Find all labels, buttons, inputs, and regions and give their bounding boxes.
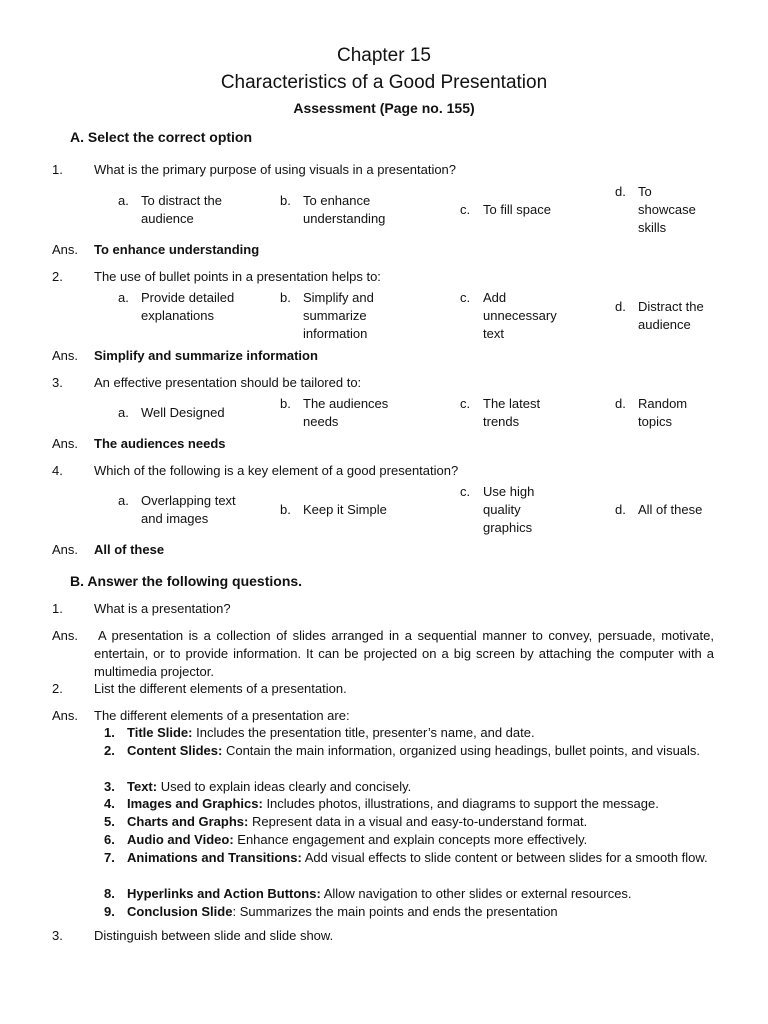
option-text: Use high quality graphics xyxy=(483,484,535,535)
answer-value: To enhance understanding xyxy=(94,242,260,257)
list-term: Hyperlinks and Action Buttons: xyxy=(127,886,321,901)
option-text: To enhance understanding xyxy=(303,193,386,226)
option-letter: d. xyxy=(615,184,626,199)
option-text: Well Designed xyxy=(141,405,225,420)
chapter-title: Characteristics of a Good Presentation xyxy=(220,72,548,93)
option-letter: c. xyxy=(460,290,471,305)
list-desc: Used to explain ideas clearly and concisely. xyxy=(157,779,412,794)
list-desc: Allow navigation to other slides or external resources. xyxy=(320,886,632,901)
answer-label: Ans. xyxy=(52,436,79,451)
list-term: Audio and Video: xyxy=(127,832,234,847)
list-term: Charts and Graphs: xyxy=(127,814,249,829)
option-text: Add unnecessary text xyxy=(483,290,557,341)
question-number: 2. xyxy=(52,269,63,284)
option-letter: a. xyxy=(118,193,129,208)
list-term: Text: xyxy=(127,779,158,794)
option-letter: b. xyxy=(280,396,291,411)
answer-label: Ans. xyxy=(52,628,79,643)
option-text: The latest trends xyxy=(483,396,541,429)
option-letter: a. xyxy=(118,493,129,508)
section-a-heading: A. Select the correct option xyxy=(70,129,253,145)
list-number: 2. xyxy=(104,743,115,758)
option-letter: b. xyxy=(280,290,291,305)
question-text: What is a presentation? xyxy=(94,601,231,616)
answer-label: Ans. xyxy=(52,542,79,557)
question-text: An effective presentation should be tailored to: xyxy=(94,375,362,390)
option-letter: d. xyxy=(615,502,626,517)
option-text: To showcase skills xyxy=(638,184,696,235)
list-term: Conclusion Slide xyxy=(127,904,233,919)
option-text: Simplify and summarize information xyxy=(303,290,374,341)
list-number: 4. xyxy=(104,796,115,811)
answer-paragraph: A presentation is a collection of slides arranged in a sequential manner to convey, persuade, motivate, entertain, or to provide information. It can be projected on a big screen by attaching the computer with a multimedia projector. xyxy=(94,628,714,679)
question-text: Distinguish between slide and slide show. xyxy=(94,928,334,943)
list-term: Animations and Transitions: xyxy=(127,850,302,865)
list-number: 6. xyxy=(104,832,115,847)
answer-label: Ans. xyxy=(52,348,79,363)
option-letter: c. xyxy=(460,202,471,217)
chapter-number: Chapter 15 xyxy=(336,45,431,66)
question-text: The use of bullet points in a presentation helps to: xyxy=(94,269,381,284)
list-term: Title Slide: xyxy=(127,725,193,740)
assessment-title: Assessment (Page no. 155) xyxy=(293,100,475,116)
list-number: 9. xyxy=(104,904,115,919)
list-number: 3. xyxy=(104,779,115,794)
list-term: Images and Graphics: xyxy=(127,796,263,811)
option-text: The audiences needs xyxy=(303,396,389,429)
question-number: 3. xyxy=(52,928,63,943)
option-text: Overlapping text and images xyxy=(141,493,236,526)
question-text: List the different elements of a presentation. xyxy=(94,681,347,696)
list-number: 8. xyxy=(104,886,115,901)
answer-value: Simplify and summarize information xyxy=(94,348,318,363)
list-number: 5. xyxy=(104,814,115,829)
option-letter: d. xyxy=(615,396,626,411)
list-number: 1. xyxy=(104,725,115,740)
option-letter: a. xyxy=(118,405,129,420)
list-desc: : Summarizes the main points and ends the presentation xyxy=(232,904,558,919)
list-desc: Enhance engagement and explain concepts more effectively. xyxy=(233,832,588,847)
list-desc: Includes photos, illustrations, and diagrams to support the message. xyxy=(262,796,659,811)
answer-value: All of these xyxy=(94,542,165,557)
list-desc: Contain the main information, organized using headings, bullet points, and visuals. xyxy=(222,743,701,758)
list-number: 7. xyxy=(104,850,115,865)
list-desc: Add visual effects to slide content or between slides for a smooth flow. xyxy=(301,850,708,865)
option-text: Random topics xyxy=(638,396,688,429)
list-term: Content Slides: xyxy=(127,743,223,758)
question-number: 4. xyxy=(52,463,63,478)
question-text: What is the primary purpose of using visuals in a presentation? xyxy=(94,162,457,177)
option-text: Provide detailed explanations xyxy=(141,290,235,323)
answer-intro: The different elements of a presentation are: xyxy=(94,708,350,723)
option-text: Distract the audience xyxy=(638,299,704,332)
answer-value: The audiences needs xyxy=(94,436,226,451)
list-desc: Represent data in a visual and easy-to-understand format. xyxy=(248,814,588,829)
option-text: Keep it Simple xyxy=(303,502,387,517)
option-letter: b. xyxy=(280,193,291,208)
option-text: To distract the audience xyxy=(141,193,222,226)
option-letter: c. xyxy=(460,484,471,499)
question-number: 2. xyxy=(52,681,63,696)
option-letter: d. xyxy=(615,299,626,314)
question-number: 1. xyxy=(52,601,63,616)
answer-label: Ans. xyxy=(52,708,79,723)
option-text: To fill space xyxy=(483,202,551,217)
question-number: 3. xyxy=(52,375,63,390)
option-letter: c. xyxy=(460,396,471,411)
option-letter: b. xyxy=(280,502,291,517)
option-text: All of these xyxy=(638,502,703,517)
question-number: 1. xyxy=(52,162,63,177)
list-desc: Includes the presentation title, presenter’s name, and date. xyxy=(192,725,535,740)
question-text: Which of the following is a key element of a good presentation? xyxy=(94,463,459,478)
option-letter: a. xyxy=(118,290,129,305)
section-b-heading: B. Answer the following questions. xyxy=(70,573,303,589)
answer-label: Ans. xyxy=(52,242,79,257)
